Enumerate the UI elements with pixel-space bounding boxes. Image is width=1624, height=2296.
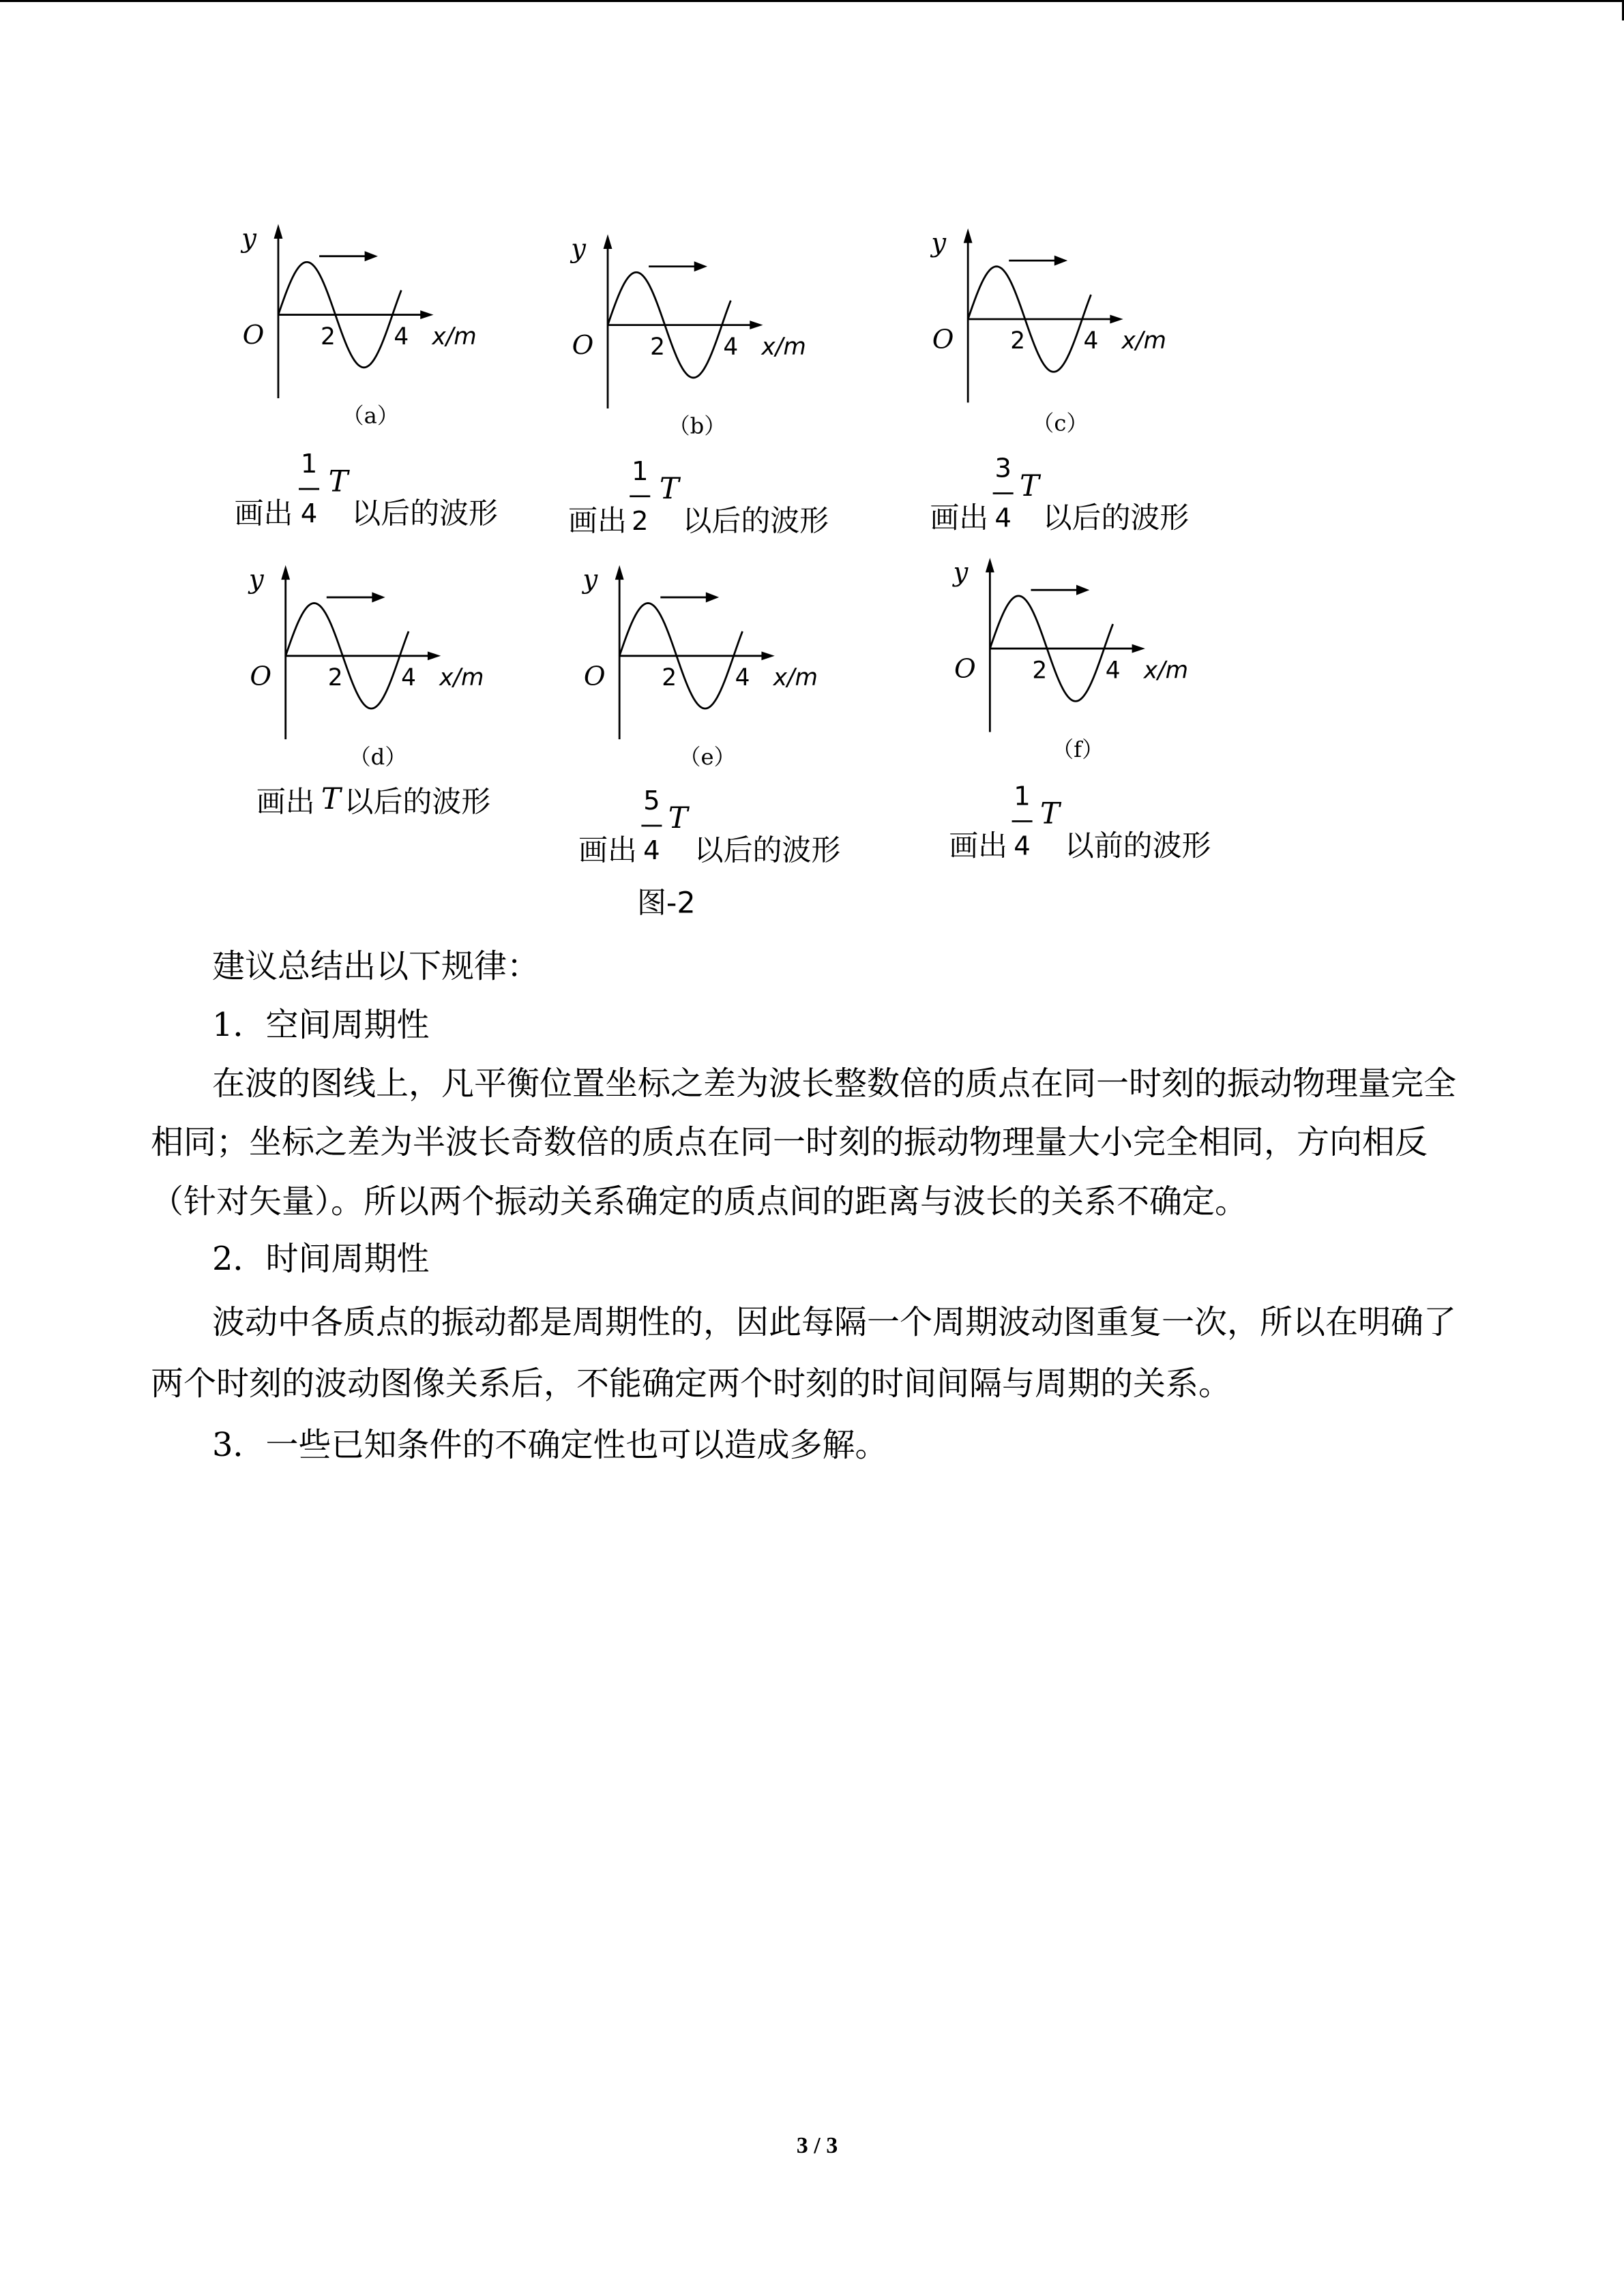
caption-prefix: 画出 [949, 829, 1008, 863]
x-axis-arrowhead [428, 651, 441, 660]
tick-label-2: 2 [650, 333, 665, 361]
caption-suffix: 以后的波形 [694, 833, 841, 868]
caption-suffix: 以后的波形 [1042, 501, 1190, 535]
y-axis-label: y [582, 564, 598, 595]
y-axis-label: y [241, 223, 256, 254]
caption-e [578, 786, 840, 867]
right-arrow-icon [372, 592, 385, 602]
fraction-numerator: 1 [1014, 781, 1031, 812]
fraction-numerator: 5 [643, 785, 660, 816]
tick-label-2: 2 [662, 664, 677, 692]
rule-1-heading: 1．空间周期性 [212, 1006, 430, 1044]
rule-2-text-line-1: 波动中各质点的振动都是周期性的，因此每隔一个周期波动图重复一次，所以在明确了 [212, 1303, 1457, 1341]
tick-label-2: 2 [1032, 657, 1048, 685]
fraction-numerator: 1 [300, 449, 318, 480]
y-axis-arrowhead [281, 565, 290, 580]
fraction-denominator: 4 [300, 498, 318, 530]
fraction-denominator: 4 [643, 835, 660, 866]
tick-label-4: 4 [394, 323, 409, 351]
x-axis-label: x/m [773, 664, 818, 692]
tick-label-2: 2 [1010, 327, 1026, 355]
y-axis-label: y [931, 227, 947, 258]
fraction-numerator: 1 [631, 456, 649, 487]
right-arrow-icon [694, 261, 707, 271]
page-number: 3 / 3 [796, 2133, 838, 2158]
tick-label-4: 4 [1083, 327, 1099, 355]
x-axis-label: x/m [439, 664, 484, 692]
origin-label: O [242, 320, 265, 351]
sub-figure-label: （f） [1052, 736, 1104, 763]
tick-label-4: 4 [735, 664, 750, 692]
tick-label-2: 2 [327, 664, 343, 692]
origin-label: O [572, 330, 594, 361]
caption-suffix: 以后的波形 [682, 504, 829, 539]
tick-label-4: 4 [1105, 657, 1121, 685]
figure-title: 图-2 [637, 886, 696, 921]
x-axis-label: x/m [1143, 657, 1189, 685]
x-axis-label: x/m [432, 323, 477, 351]
period-symbol: T [321, 782, 341, 817]
wave-graph-f [949, 557, 1211, 863]
y-axis-label: y [248, 564, 264, 595]
x-axis-arrowhead [420, 310, 433, 319]
caption-f [949, 781, 1211, 863]
origin-label: O [583, 661, 606, 692]
caption-prefix: 画出 [568, 504, 627, 539]
x-axis-arrowhead [750, 320, 763, 329]
rule-1-text-line-3: （针对矢量）。所以两个振动关系确定的质点间的距离与波长的关系不确定。 [151, 1182, 1248, 1221]
x-axis-arrowhead [1110, 315, 1123, 324]
sub-figure-label: （a） [342, 402, 400, 429]
origin-label: O [954, 653, 976, 685]
period-symbol: T [668, 801, 688, 836]
right-arrow-icon [1076, 585, 1089, 595]
sub-figure-label: （e） [679, 743, 736, 770]
caption-c [930, 453, 1189, 535]
sub-figure-label: （c） [1032, 410, 1089, 436]
caption-suffix: 以前的波形 [1064, 829, 1211, 863]
x-axis-arrowhead [761, 651, 774, 660]
wave-figure [0, 0, 1624, 937]
y-axis-arrowhead [615, 565, 624, 580]
rule-1-text-line-1: 在波的图线上，凡平衡位置坐标之差为波长整数倍的质点在同一时刻的振动物理量完全 [212, 1064, 1457, 1103]
sub-figure-label: （b） [668, 413, 726, 439]
origin-label: O [932, 324, 954, 355]
caption-prefix: 画出 [256, 785, 315, 820]
caption-b [568, 456, 829, 538]
rule-2-text-line-2: 两个时刻的波动图像关系后，不能确定两个时刻的时间间隔与周期的关系。 [151, 1365, 1232, 1403]
right-arrow-icon [706, 592, 719, 602]
origin-label: O [250, 661, 272, 692]
tick-label-4: 4 [723, 333, 739, 361]
period-symbol: T [328, 464, 349, 499]
caption-prefix: 画出 [578, 833, 637, 868]
rule-2-heading: 2．时间周期性 [212, 1240, 430, 1278]
sub-figure-label: （d） [349, 743, 407, 770]
x-axis-arrowhead [1132, 644, 1145, 653]
y-axis-arrowhead [986, 558, 994, 572]
tick-label-4: 4 [401, 664, 416, 692]
fraction-numerator: 3 [994, 453, 1012, 484]
rule-3-heading: 3．一些已知条件的不确定性也可以造成多解。 [212, 1426, 888, 1464]
y-axis-arrowhead [274, 224, 283, 238]
caption-suffix: 以后的波形 [351, 496, 498, 531]
rule-1-text-line-2: 相同；坐标之差为半波长奇数倍的质点在同一时刻的振动物理量大小完全相同，方向相反 [151, 1123, 1428, 1161]
caption-a [235, 449, 498, 531]
caption-prefix: 画出 [930, 501, 989, 535]
x-axis-label: x/m [1121, 327, 1166, 355]
caption-prefix: 画出 [234, 496, 293, 531]
period-symbol: T [1019, 468, 1039, 503]
period-symbol: T [659, 472, 679, 507]
right-arrow-icon [1054, 256, 1067, 266]
right-arrow-icon [365, 251, 378, 261]
wave-graph-c [930, 228, 1189, 535]
x-axis-label: x/m [761, 333, 806, 361]
caption-suffix: 以后的波形 [344, 785, 491, 820]
intro-text: 建议总结出以下规律： [212, 947, 540, 985]
fraction-denominator: 4 [1014, 831, 1031, 862]
wave-graph-b [568, 233, 829, 538]
y-axis-label: y [953, 556, 969, 588]
tick-label-2: 2 [321, 323, 336, 351]
fraction-denominator: 2 [631, 505, 649, 537]
wave-graph-d [248, 565, 490, 820]
fraction-denominator: 4 [994, 503, 1012, 534]
period-symbol: T [1040, 796, 1060, 831]
caption-d [256, 782, 490, 819]
y-axis-label: y [571, 233, 586, 265]
y-axis-arrowhead [604, 235, 612, 249]
y-axis-arrowhead [964, 228, 973, 243]
wave-graph-a [235, 223, 498, 531]
wave-graph-e [578, 565, 840, 868]
